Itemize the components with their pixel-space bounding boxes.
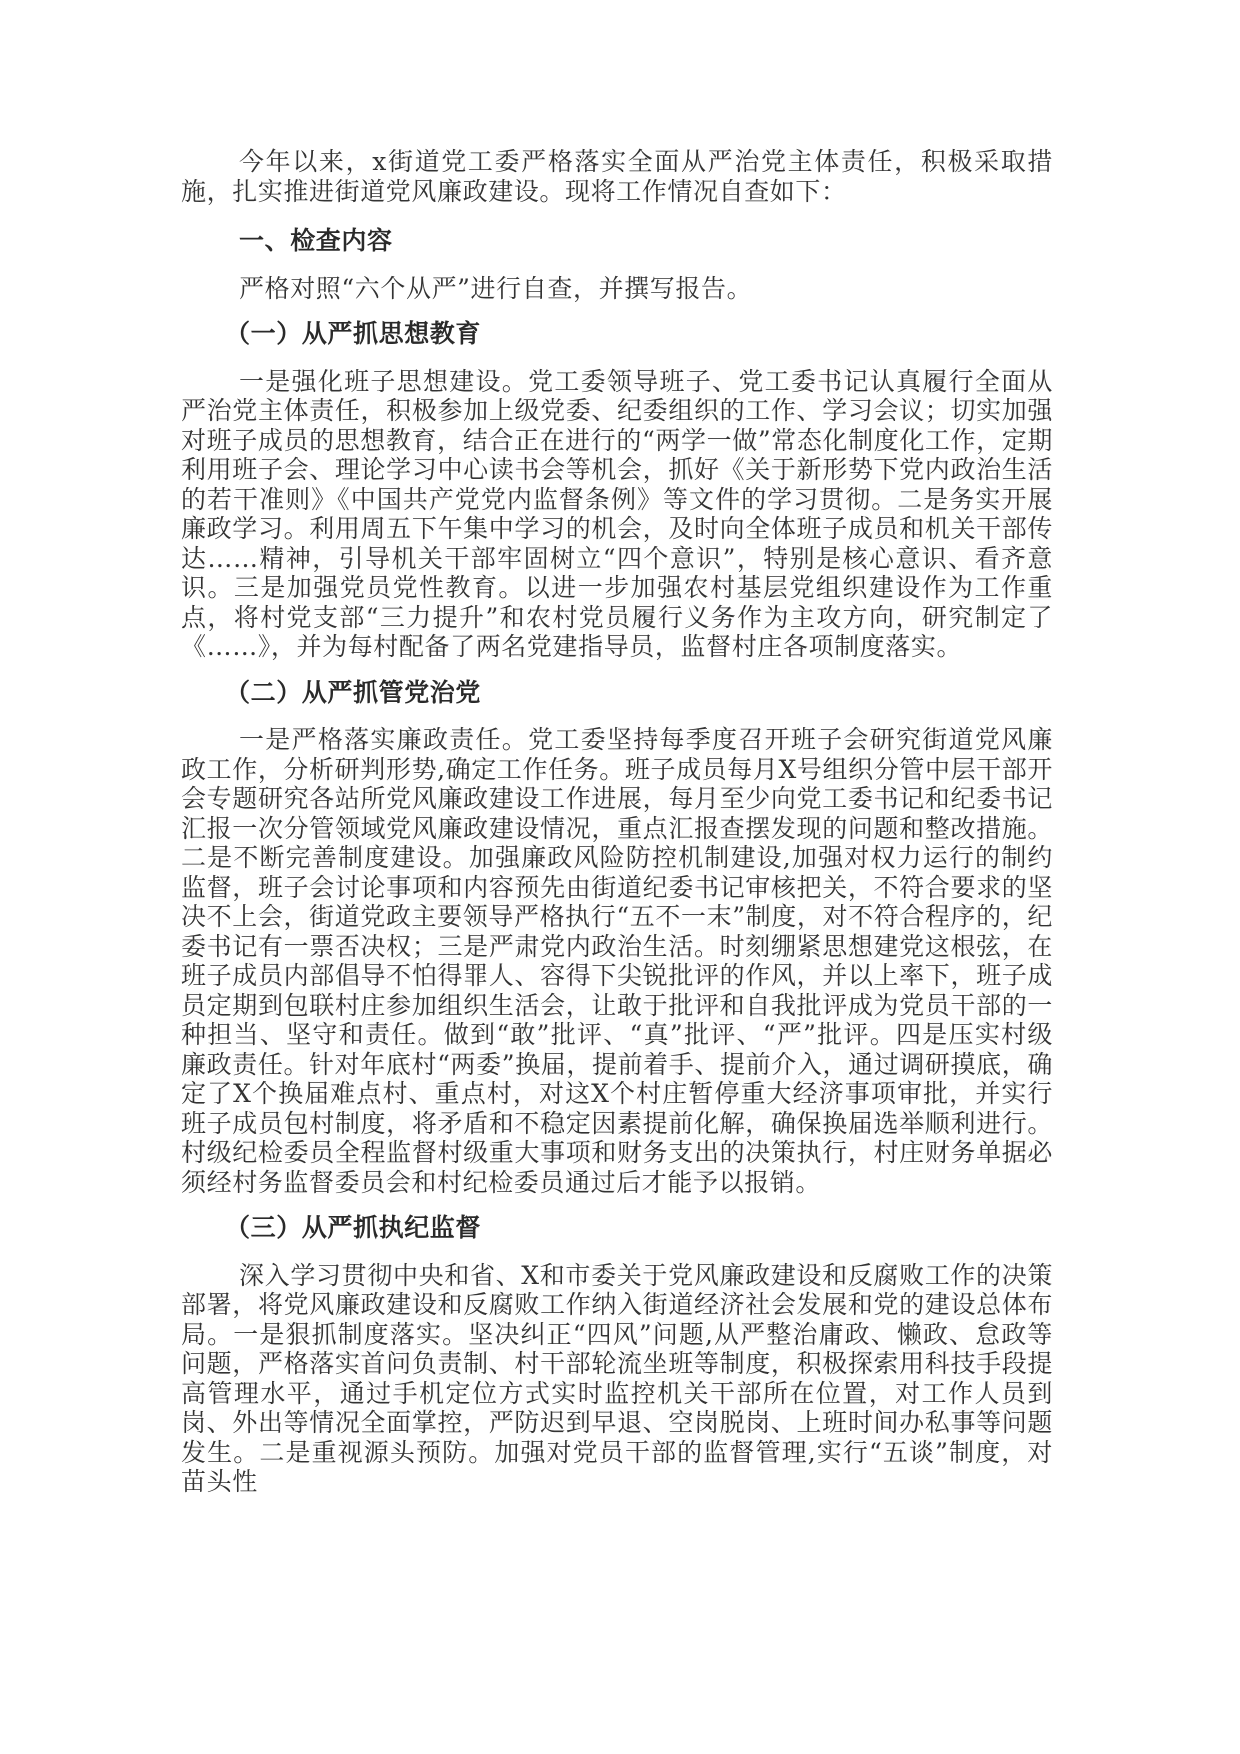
intro-paragraph: 今年以来，x街道党工委严格落实全面从严治党主体责任，积极采取措施，扎实推进街道党风廉政建设。现将工作情况自查如下： xyxy=(181,147,1053,206)
subsection-heading-discipline-supervision: （三）从严抓执纪监督 xyxy=(225,1213,482,1242)
subsection1-paragraph: 一是强化班子思想建设。党工委领导班子、党工委书记认真履行全面从严治党主体责任，积极参加上级党委、纪委组织的工作、学习会议；切实加强对班子成员的思想教育，结合正在进行的“两学一做”常态化制度化工作，定期利用班子会、理论学习中心读书会等机会，抓好《关于新形势下党内政治生活的若干准则》《中国共产党党内监督条例》等文件的学习贯彻。二是务实开展廉政学习。利用周五下午集中学习的机会，及时向全体班子成员和机关干部传达……精神，引导机关干部牢固树立“四个意识”，特别是核心意识、看齐意识。三是加强党员党性教育。以进一步加强农村基层党组织建设作为工作重点，将村党支部“三力提升”和农村党员履行义务作为主攻方向，研究制定了《……》，并为每村配备了两名党建指导员，监督村庄各项制度落实。 xyxy=(181,366,1053,661)
section1-paragraph: 严格对照“六个从严”进行自查，并撰写报告。 xyxy=(239,273,753,303)
subsection2-paragraph: 一是严格落实廉政责任。党工委坚持每季度召开班子会研究街道党风廉政工作，分析研判形势,确定工作任务。班子成员每月X号组织分管中层干部开会专题研究各站所党风廉政建设工作进展，每月至少向党工委书记和纪委书记汇报一次分管领域党风廉政建设情况，重点汇报查摆发现的问题和整改措施。二是不断完善制度建设。加强廉政风险防控机制建设,加强对权力运行的制约监督，班子会讨论事项和内容预先由街道纪委书记审核把关，不符合要求的坚决不上会，街道党政主要领导严格执行“五不一末”制度，对不符合程序的，纪委书记有一票否决权；三是严肃党内政治生活。时刻绷紧思想建党这根弦，在班子成员内部倡导不怕得罪人、容得下尖锐批评的作风，并以上率下，班子成员定期到包联村庄参加组织生活会，让敢于批评和自我批评成为党员干部的一种担当、坚守和责任。做到“敢”批评、“真”批评、“严”批评。四是压实村级廉政责任。针对年底村“两委”换届，提前着手、提前介入，通过调研摸底，确定了X个换届难点村、重点村，对这X个村庄暂停重大经济事项审批，并实行班子成员包村制度，将矛盾和不稳定因素提前化解，确保换届选举顺利进行。村级纪检委员全程监督村级重大事项和财务支出的决策执行，村庄财务单据必须经村务监督委员会和村纪检委员通过后才能予以报销。 xyxy=(181,725,1053,1197)
subsection-heading-ideological-education: （一）从严抓思想教育 xyxy=(225,319,482,348)
subsection-heading-party-governance: （二）从严抓管党治党 xyxy=(225,677,482,707)
section-heading-inspection-content: 一、检查内容 xyxy=(239,226,393,255)
subsection3-paragraph: 深入学习贯彻中央和省、X和市委关于党风廉政建设和反腐败工作的决策部署，将党风廉政建设和反腐败工作纳入街道经济社会发展和党的建设总体布局。一是狠抓制度落实。坚决纠正“四风”问题,从严整治庸政、懒政、怠政等问题，严格落实首问负责制、村干部轮流坐班等制度，积极探索用科技手段提高管理水平，通过手机定位方式实时监控机关干部所在位置，对工作人员到岗、外出等情况全面掌控，严防迟到早退、空岗脱岗、上班时间办私事等问题发生。二是重视源头预防。加强对党员干部的监督管理,实行“五谈”制度，对苗头性 xyxy=(181,1260,1053,1496)
document-page xyxy=(181,147,1053,1497)
